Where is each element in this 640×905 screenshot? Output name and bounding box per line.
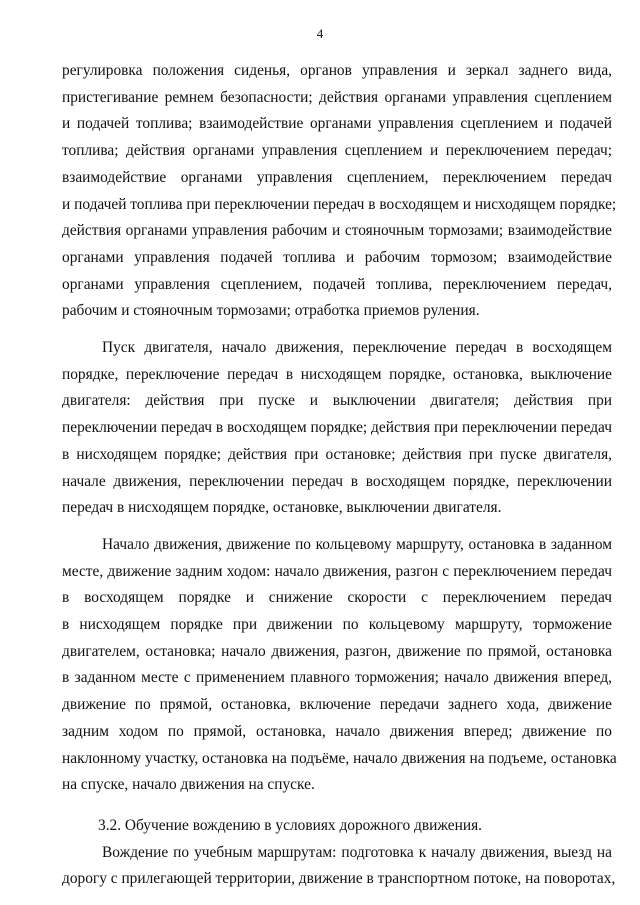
- text-line: наклонному участку, остановка на подъёме, начало движения на подъеме, остановка: [62, 749, 617, 767]
- paragraph-ring-route: [62, 532, 617, 799]
- text-line: передач в нисходящем порядке, остановке, выключении двигателя.: [62, 499, 502, 517]
- text-line: регулировка положения сиденья, органов управления и зеркал заднего вида,: [62, 62, 612, 79]
- text-line: в нисходящем порядке при движении по кольцевому маршруту, торможение: [62, 616, 612, 634]
- text-line: топлива; действия органами управления сцеплением и переключением передач;: [62, 142, 612, 160]
- page-number: 4: [316, 26, 324, 41]
- text-line: начале движения, переключении передач в восходящем порядке, переключении: [62, 472, 612, 490]
- text-line: движение по прямой, остановка, включение передачи заднего хода, движение: [62, 696, 612, 714]
- text-line: действия органами управления рабочим и стояночным тормозами; взаимодействие: [62, 222, 612, 240]
- text-line: Начало движения, движение по кольцевому маршруту, остановка в заданном: [102, 535, 612, 553]
- document-body: [62, 58, 617, 893]
- text-line: переключении передач в восходящем порядке; действия при переключении передач: [62, 419, 612, 437]
- section-heading: 3.2. Обучение вождению в условиях дорожного движения.: [98, 816, 483, 834]
- text-line: и подачей топлива; взаимодействие органами управления сцеплением и подачей: [62, 115, 612, 133]
- text-line: дорогу с прилегающей территории, движение в транспортном потоке, на поворотах,: [62, 870, 616, 888]
- text-line: органами управления сцеплением, подачей топлива, переключением передач,: [62, 275, 612, 293]
- text-line: Вождение по учебным маршрутам: подготовка к началу движения, выезд на: [102, 843, 612, 861]
- text-line: в заданном месте с применением плавного торможения; начало движения вперед,: [62, 669, 612, 687]
- text-line: и подачей топлива при переключении передач в восходящем и нисходящем порядке;: [62, 195, 617, 213]
- text-line: пристегивание ремнем безопасности; действия органами управления сцеплением: [62, 88, 612, 106]
- text-line: задним ходом по прямой, остановка, начало движения вперед; движение по: [62, 722, 612, 740]
- paragraph-engine-start: [62, 335, 612, 522]
- text-line: в нисходящем порядке; действия при остановке; действия при пуске двигателя,: [62, 445, 612, 463]
- text-line: в восходящем порядке и снижение скорости с переключением передач: [62, 589, 612, 607]
- text-line: двигателем, остановка; начало движения, разгон, движение по прямой, остановка: [62, 642, 612, 660]
- paragraph-spacer: [62, 799, 612, 813]
- text-line: месте, движение задним ходом: начало движения, разгон с переключением передач: [62, 562, 612, 580]
- paragraph-training-routes: [62, 840, 616, 893]
- text-line: двигателя: действия при пуске и выключении двигателя; действия при: [62, 392, 612, 410]
- text-line: рабочим и стояночным тормозами; отработка приемов руления.: [62, 302, 480, 320]
- text-line: порядке, переключение передач в нисходящем порядке, остановка, выключение: [62, 365, 612, 383]
- paragraph-spacer: [62, 522, 612, 532]
- paragraph-spacer: [62, 325, 612, 335]
- text-line: взаимодействие органами управления сцеплением, переключением передач: [62, 168, 612, 186]
- paragraph-vehicle-controls: [62, 58, 617, 325]
- text-line: органами управления подачей топлива и рабочим тормозом; взаимодействие: [62, 248, 612, 266]
- text-line: на спуске, начало движения на спуске.: [62, 776, 315, 794]
- text-line: Пуск двигателя, начало движения, переключение передач в восходящем: [102, 339, 612, 357]
